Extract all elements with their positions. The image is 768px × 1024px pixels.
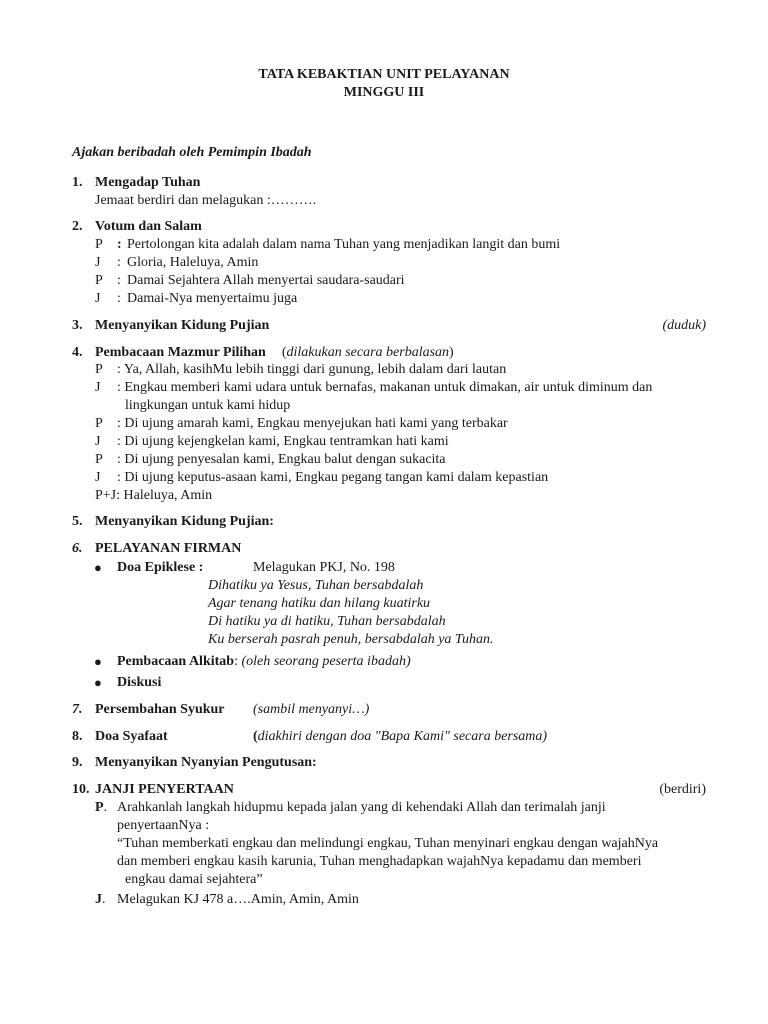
j-letter: J (95, 892, 102, 907)
alkitab-row (117, 653, 411, 671)
section-10-heading: JANJI PENYERTAAN (95, 782, 234, 797)
dialog-closing: P+J: Haleluya, Amin (95, 488, 213, 503)
j-dot: . (102, 892, 106, 907)
bullet-icon: ● (94, 654, 102, 669)
epiklese-text: Melagukan PKJ, No. 198 (253, 560, 395, 575)
section-2-number: 2. (72, 219, 83, 234)
section-8-note: diakhiri dengan doa "Bapa Kami" secara bersama) (257, 729, 548, 744)
section-5-number: 5. (72, 514, 83, 529)
section-9-number: 9. (72, 755, 83, 770)
section-3-note: (duduk) (662, 318, 706, 333)
janji-line: engkau damai sejahtera” (125, 872, 263, 887)
dialog-line: : Di ujung kejengkelan kami, Engkau tentramkan hati kami (117, 434, 449, 449)
section-7-number: 7. (72, 702, 83, 717)
section-8-number: 8. (72, 729, 83, 744)
section-2-heading: Votum dan Salam (95, 219, 202, 234)
section-3-number: 3. (72, 318, 83, 333)
verse-line: Agar tenang hatiku dan hilang kuatirku (208, 596, 431, 611)
section-1-heading: Mengadap Tuhan (95, 175, 201, 190)
dialog-speaker: J (95, 291, 101, 306)
p-label (95, 799, 107, 817)
section-6-heading: PELAYANAN FIRMAN (95, 541, 242, 556)
epiklese-label: Doa Epiklese : (117, 560, 204, 575)
section-4-note-close: ) (449, 345, 454, 360)
alkitab-colon: : (234, 654, 238, 669)
dialog-line: Pertolongan kita adalah dalam nama Tuhan yang menjadikan langit dan bumi (127, 237, 561, 252)
j-text: Melagukan KJ 478 a….Amin, Amin, Amin (117, 892, 359, 907)
document-title: TATA KEBAKTIAN UNIT PELAYANAN (258, 67, 510, 82)
section-4-heading-row (95, 344, 454, 362)
janji-line: Arahkanlah langkah hidupmu kepada jalan yang di kehendaki Allah dan terimalah janji (117, 800, 606, 815)
dialog-speaker: J (95, 470, 101, 485)
section-10-note: (berdiri) (659, 782, 706, 797)
dialog-speaker: P (95, 273, 103, 288)
dialog-speaker: J (95, 255, 101, 270)
diskusi-label: Diskusi (117, 675, 162, 690)
dialog-line: : Ya, Allah, kasihMu lebih tinggi dari gunung, lebih dalam dari lautan (117, 362, 507, 377)
section-4-note-open: ( (281, 345, 287, 360)
verse-line: Dihatiku ya Yesus, Tuhan bersabdalah (208, 578, 424, 593)
alkitab-label: Pembacaan Alkitab (117, 654, 235, 669)
dialog-line-continued: lingkungan untuk kami hidup (125, 398, 291, 413)
intro-heading: Ajakan beribadah oleh Pemimpin Ibadah (72, 145, 312, 160)
section-9-heading: Menyanyikan Nyanyian Pengutusan: (95, 755, 317, 770)
bullet-icon: ● (94, 675, 102, 690)
alkitab-note: (oleh seorang peserta ibadah) (241, 654, 411, 669)
section-7-note: (sambil menyanyi…) (253, 702, 370, 717)
verse-line: Ku berserah pasrah penuh, bersabdalah ya Tuhan. (208, 632, 494, 647)
dialog-line: : Di ujung penyesalan kami, Engkau balut dengan sukacita (117, 452, 446, 467)
p-letter: P (95, 800, 104, 815)
dialog-separator: : (117, 291, 121, 306)
section-8-heading: Doa Syafaat (95, 729, 168, 744)
section-4-number: 4. (72, 345, 83, 360)
p-dot: . (103, 800, 108, 815)
janji-line: “Tuhan memberkati engkau dan melindungi engkau, Tuhan menyinari engkau dengan wajahNya (117, 836, 659, 851)
section-4-note: dilakukan secara berbalasan (286, 345, 450, 360)
section-10-number: 10. (72, 782, 90, 797)
dialog-line: : Di ujung keputus-asaan kami, Engkau pegang tangan kami dalam kepastian (117, 470, 549, 485)
document-subtitle: MINGGU III (343, 85, 425, 100)
section-8-note-row (253, 728, 547, 746)
dialog-line: Damai-Nya menyertaimu juga (127, 291, 298, 306)
dialog-separator: : (117, 255, 121, 270)
verse-line: Di hatiku ya di hatiku, Tuhan bersabdalah (208, 614, 446, 629)
dialog-speaker: J (95, 434, 101, 449)
j-label (95, 891, 106, 909)
section-8-note-open: ( (253, 729, 258, 744)
dialog-line: Damai Sejahtera Allah menyertai saudara-saudari (127, 273, 405, 288)
dialog-line: Gloria, Haleluya, Amin (127, 255, 259, 270)
janji-line: dan memberi engkau kasih karunia, Tuhan menghadapkan wajahNya kepadamu dan memberi (117, 854, 642, 869)
dialog-line: : Engkau memberi kami udara untuk bernafas, makanan untuk dimakan, air untuk diminum dan (117, 380, 653, 395)
dialog-separator: : (117, 237, 122, 252)
dialog-speaker: P (95, 362, 103, 377)
section-4-heading: Pembacaan Mazmur Pilihan (95, 345, 266, 360)
dialog-separator: : (117, 273, 121, 288)
section-1-number: 1. (72, 175, 83, 190)
bullet-icon: ● (94, 560, 102, 575)
dialog-speaker: P (95, 452, 103, 467)
section-5-heading: Menyanyikan Kidung Pujian: (95, 514, 274, 529)
dialog-speaker: P (95, 416, 103, 431)
dialog-line: : Di ujung amarah kami, Engkau menyejukan hati kami yang terbakar (117, 416, 508, 431)
section-1-text: Jemaat berdiri dan melagukan :………. (95, 193, 317, 208)
janji-line: penyertaanNya : (117, 818, 210, 833)
section-7-heading: Persembahan Syukur (95, 702, 225, 717)
section-6-number: 6. (72, 541, 83, 556)
dialog-speaker: J (95, 380, 101, 395)
dialog-speaker: P (95, 237, 103, 252)
section-3-heading: Menyanyikan Kidung Pujian (95, 318, 270, 333)
